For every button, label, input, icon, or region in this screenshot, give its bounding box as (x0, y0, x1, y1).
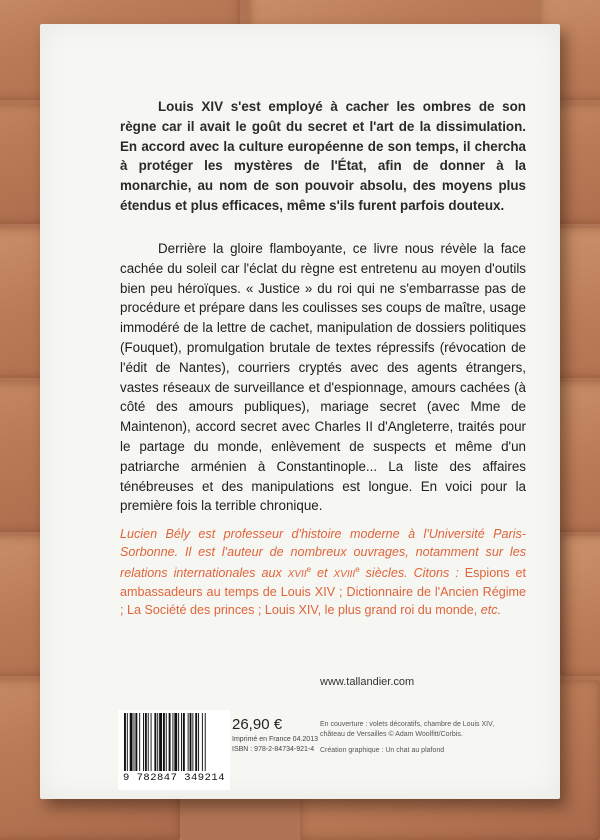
barcode-bar (127, 713, 128, 771)
author-bio-siecles: siècles. Citons : (359, 566, 459, 581)
publisher-website: www.tallandier.com (320, 676, 415, 688)
barcode-bars (122, 713, 226, 771)
barcode-bar (151, 713, 152, 771)
barcode-bar (169, 713, 171, 771)
price: 26,90 € (232, 716, 283, 733)
century-18: XVIII (333, 569, 356, 581)
barcode-bar (163, 713, 165, 771)
cover-credit-line-2: château de Versailles © Adam Woolfitt/Corbis. (320, 731, 463, 738)
brick (560, 536, 600, 676)
barcode-bar (174, 713, 177, 771)
barcode-bar (166, 713, 167, 771)
author-works-list: Espions et ambassadeurs au temps de Louis XIV ; Dictionnaire de l'Ancien Régime ; La Société des princes ; Louis XIV, le plus grand roi du monde, (120, 566, 526, 617)
barcode-bar (188, 713, 189, 771)
century-17-sup: e (306, 565, 312, 575)
barcode-bar (139, 713, 140, 771)
barcode-bar (183, 713, 185, 771)
design-credit: Création graphique : Un chat au plafond (320, 747, 445, 754)
barcode-bar (154, 713, 156, 771)
printed-line: Imprimé en France 04.2013 (232, 736, 318, 743)
body-paragraph: Derrière la gloire flamboyante, ce livre nous révèle la face cachée du soleil car l'éclat du règne est entretenu au moyen d'outils bien peu héroïques. « Justice » du roi qui ne s'embarrasse pas de procédure et prépare dans les coulisses ses coups de maître, usage immodéré de la lettre de cachet, manipulation de dossiers politiques (Fouquet), promulgation brutale de textes répressifs (révocation de l'édit de Nantes), courriers cryptés avec des agents étrangers, vastes réseaux de surveillance et d'espionnage, amours cachées (à côté des amours publiques), mariage secret (avec Mme de Maintenon), accord secret avec Charles II d'Angleterre, traités pour le partage du monde, enlèvement de suspects et même d'un patriarche arménien à Constantinople... La liste des affaires ténébreuses et des manipulations est longue. En voici pour la première fois la terrible chronique. (120, 241, 526, 514)
author-etc: etc. (480, 602, 502, 617)
barcode-bar (172, 713, 173, 771)
century-17: XVII (287, 569, 307, 581)
barcode-bar (157, 713, 158, 771)
author-bio-intro: Lucien Bély est professeur d'histoire moderne à l'Université Paris-Sorbonne. Il est l'auteur de nombreux ouvrages, notamment sur les relations internationales aux (120, 527, 526, 581)
barcode-bar (145, 713, 147, 771)
cover-credits (320, 720, 520, 756)
barcode-bar (181, 713, 182, 771)
barcode-bar (195, 713, 197, 771)
barcode-bar (148, 713, 149, 771)
barcode-bar (190, 713, 192, 771)
cover-credit-line-1: En couverture : volets décoratifs, chambre de Louis XIV, (320, 721, 495, 728)
barcode-bar (130, 713, 133, 771)
barcode-bar (135, 713, 137, 771)
intro-paragraph: Louis XIV s'est employé à cacher les ombres de son règne car il avait le goût du secret et l'art de la dissimulation. En accord avec la culture européenne de son temps, il chercha à protéger les mystères de l'État, afin de donner à la monarchie, au nom de son pouvoir absolu, des moyens plus étendus et plus efficaces, même s'ils furent parfois douteux. (120, 99, 526, 213)
barcode-bar (124, 713, 126, 771)
barcode-bar (192, 713, 193, 771)
barcode-bar (159, 713, 162, 771)
barcode (118, 710, 230, 790)
barcode-bar (205, 713, 206, 771)
barcode-bar (178, 713, 179, 771)
barcode-bar (134, 713, 135, 771)
barcode-bar (198, 713, 199, 771)
author-bio (120, 526, 526, 619)
and-word: et (311, 566, 334, 581)
isbn-line: ISBN : 978-2-84734-921-4 (232, 746, 315, 753)
barcode-bar (143, 713, 144, 771)
barcode-bar (202, 713, 203, 771)
barcode-number: 9 782847 349214 (122, 772, 225, 784)
book-back-cover (40, 24, 560, 799)
century-18-sup: e (355, 565, 360, 575)
